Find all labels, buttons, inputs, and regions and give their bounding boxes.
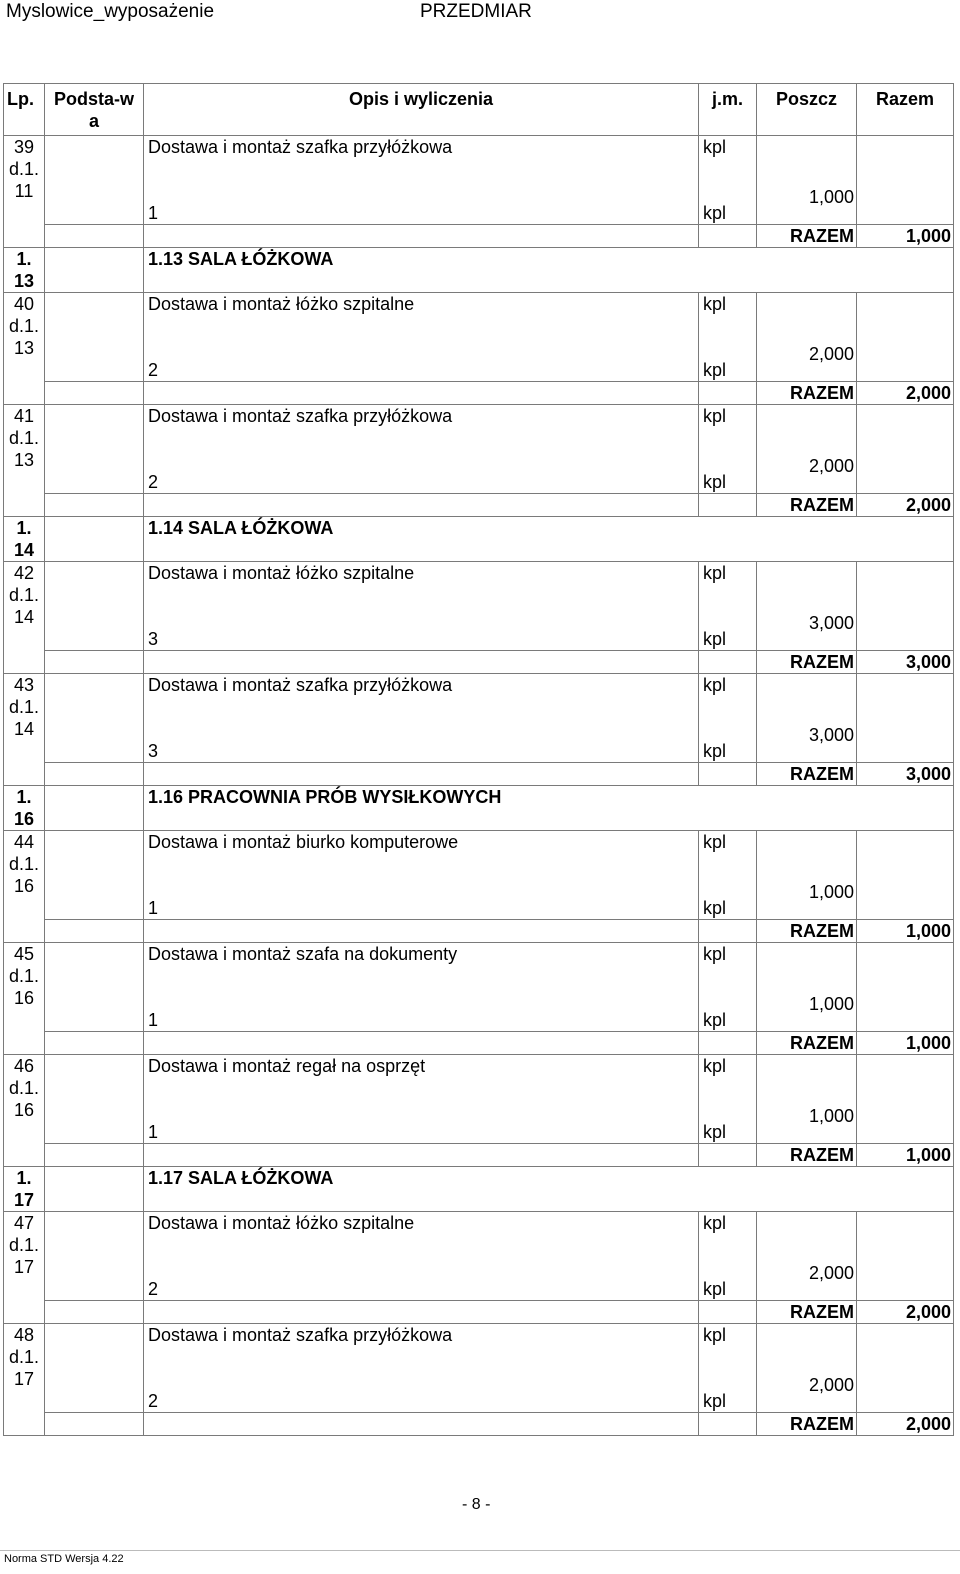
item-partial-value: 1,000 (757, 943, 857, 1032)
item-description-cell (144, 1055, 699, 1144)
item-description: Dostawa i montaż szafka przyłóżkowa (148, 1325, 453, 1345)
razem-value: 1,000 (857, 225, 954, 248)
przedmiar-table (3, 83, 954, 1436)
item-number (4, 1055, 45, 1167)
item-basis (45, 1055, 144, 1144)
section-title: 1.16 PRACOWNIA PRÓB WYSIŁKOWYCH (144, 786, 954, 831)
item-row (4, 1324, 954, 1413)
item-quantity-unit: kpl (703, 203, 727, 223)
razem-unit-cell (699, 382, 757, 405)
razem-row (4, 494, 954, 517)
item-number (4, 943, 45, 1055)
item-description-cell (144, 674, 699, 763)
razem-value: 2,000 (857, 494, 954, 517)
item-number-line: d.1. (8, 1235, 40, 1255)
section-title: 1.17 SALA ŁÓŻKOWA (144, 1167, 954, 1212)
item-row (4, 562, 954, 651)
section-number-line: 1. (16, 1168, 32, 1188)
item-unit: kpl (703, 1213, 727, 1233)
razem-value: 1,000 (857, 920, 954, 943)
item-quantity: 2 (148, 360, 159, 380)
item-row (4, 405, 954, 494)
section-title: 1.13 SALA ŁÓŻKOWA (144, 248, 954, 293)
item-quantity: 1 (148, 898, 159, 918)
item-total-cell (857, 943, 954, 1032)
item-number-line: d.1. (8, 585, 40, 605)
section-basis (45, 1167, 144, 1212)
item-unit-cell (699, 943, 757, 1032)
column-header-lp: Lp. (4, 84, 45, 136)
item-number (4, 1212, 45, 1324)
item-description-cell (144, 293, 699, 382)
item-quantity-unit: kpl (703, 360, 727, 380)
razem-unit-cell (699, 763, 757, 786)
razem-description-cell (144, 382, 699, 405)
item-number-line: d.1. (8, 966, 40, 986)
item-description-cell (144, 943, 699, 1032)
section-number (4, 1167, 45, 1212)
item-description: Dostawa i montaż szafka przyłóżkowa (148, 137, 453, 157)
razem-row (4, 1301, 954, 1324)
item-partial-value: 1,000 (757, 831, 857, 920)
razem-basis-cell (45, 1413, 144, 1436)
razem-basis-cell (45, 382, 144, 405)
section-number-line: 1. (16, 787, 32, 807)
item-number (4, 136, 45, 248)
razem-description-cell (144, 225, 699, 248)
razem-value: 1,000 (857, 1144, 954, 1167)
item-partial-value: 2,000 (757, 1324, 857, 1413)
item-partial-value: 2,000 (757, 405, 857, 494)
item-row (4, 1212, 954, 1301)
razem-value: 2,000 (857, 1413, 954, 1436)
item-number-line: d.1. (8, 1347, 40, 1367)
item-total-cell (857, 1324, 954, 1413)
razem-description-cell (144, 763, 699, 786)
item-number-line: 45 (13, 944, 35, 964)
razem-basis-cell (45, 1301, 144, 1324)
item-row (4, 1055, 954, 1144)
razem-basis-cell (45, 1144, 144, 1167)
item-quantity: 3 (148, 629, 159, 649)
item-number-line: d.1. (8, 854, 40, 874)
item-number-line: 17 (13, 1369, 35, 1389)
razem-unit-cell (699, 1144, 757, 1167)
item-number-line: 11 (14, 181, 34, 201)
section-basis (45, 248, 144, 293)
item-number (4, 674, 45, 786)
item-number-line: 46 (13, 1056, 35, 1076)
section-number-line: 13 (13, 271, 35, 291)
item-quantity: 3 (148, 741, 159, 761)
razem-basis-cell (45, 763, 144, 786)
item-description-cell (144, 136, 699, 225)
item-number-line: d.1. (8, 428, 40, 448)
razem-label: RAZEM (757, 1144, 857, 1167)
item-description-cell (144, 405, 699, 494)
razem-value: 1,000 (857, 1032, 954, 1055)
item-basis (45, 943, 144, 1032)
item-total-cell (857, 674, 954, 763)
razem-row (4, 1032, 954, 1055)
column-header-jm: j.m. (699, 84, 757, 136)
item-total-cell (857, 1212, 954, 1301)
item-description: Dostawa i montaż szafka przyłóżkowa (148, 675, 453, 695)
item-total-cell (857, 562, 954, 651)
razem-label: RAZEM (757, 1032, 857, 1055)
razem-label: RAZEM (757, 225, 857, 248)
item-quantity: 2 (148, 1391, 159, 1411)
razem-description-cell (144, 920, 699, 943)
item-unit: kpl (703, 137, 727, 157)
item-number-line: 47 (13, 1213, 35, 1233)
razem-row (4, 651, 954, 674)
razem-description-cell (144, 494, 699, 517)
razem-description-cell (144, 1144, 699, 1167)
razem-label: RAZEM (757, 651, 857, 674)
item-unit: kpl (703, 944, 727, 964)
document-type: PRZEDMIAR (420, 1, 532, 22)
razem-value: 3,000 (857, 651, 954, 674)
item-number (4, 293, 45, 405)
razem-unit-cell (699, 1413, 757, 1436)
razem-unit-cell (699, 651, 757, 674)
razem-description-cell (144, 1032, 699, 1055)
item-description: Dostawa i montaż łóżko szpitalne (148, 294, 415, 314)
section-title: 1.14 SALA ŁÓŻKOWA (144, 517, 954, 562)
item-description: Dostawa i montaż regał na osprzęt (148, 1056, 426, 1076)
item-basis (45, 1212, 144, 1301)
item-unit: kpl (703, 675, 727, 695)
column-header-poszcz: Poszcz (757, 84, 857, 136)
column-header-podstawa: Podsta-wa (45, 84, 144, 136)
item-description: Dostawa i montaż łóżko szpitalne (148, 1213, 415, 1233)
razem-description-cell (144, 1413, 699, 1436)
razem-unit-cell (699, 920, 757, 943)
item-quantity: 1 (148, 203, 159, 223)
item-description-cell (144, 831, 699, 920)
item-number-line: 13 (13, 450, 35, 470)
razem-label: RAZEM (757, 763, 857, 786)
item-basis (45, 136, 144, 225)
razem-label: RAZEM (757, 1301, 857, 1324)
section-number-line: 1. (16, 249, 32, 269)
item-number-line: 39 (13, 137, 35, 157)
item-description: Dostawa i montaż biurko komputerowe (148, 832, 459, 852)
item-row (4, 136, 954, 225)
document-title: Myslowice_wyposażenie (6, 1, 215, 22)
item-unit-cell (699, 136, 757, 225)
item-number-line: 16 (13, 1100, 35, 1120)
razem-unit-cell (699, 1301, 757, 1324)
item-unit-cell (699, 674, 757, 763)
column-header-opis: Opis i wyliczenia (144, 84, 699, 136)
item-total-cell (857, 405, 954, 494)
section-row (4, 517, 954, 562)
section-basis (45, 786, 144, 831)
page-number: - 8 - (462, 1496, 491, 1513)
item-row (4, 831, 954, 920)
item-row (4, 943, 954, 1032)
item-quantity: 1 (148, 1010, 159, 1030)
razem-row (4, 1144, 954, 1167)
item-number (4, 831, 45, 943)
item-number-line: 41 (13, 406, 35, 426)
section-row (4, 1167, 954, 1212)
razem-unit-cell (699, 225, 757, 248)
item-partial-value: 3,000 (757, 562, 857, 651)
item-unit-cell (699, 1055, 757, 1144)
item-number-line: d.1. (8, 1078, 40, 1098)
software-version: Norma STD Wersja 4.22 (4, 1553, 124, 1565)
item-unit-cell (699, 831, 757, 920)
razem-basis-cell (45, 494, 144, 517)
item-description: Dostawa i montaż łóżko szpitalne (148, 563, 415, 583)
razem-label: RAZEM (757, 382, 857, 405)
item-number (4, 1324, 45, 1436)
razem-basis-cell (45, 225, 144, 248)
razem-row (4, 225, 954, 248)
item-number-line: d.1. (8, 159, 40, 179)
razem-label: RAZEM (757, 494, 857, 517)
razem-label: RAZEM (757, 1413, 857, 1436)
item-number-line: 43 (13, 675, 35, 695)
item-quantity: 1 (148, 1122, 159, 1142)
razem-description-cell (144, 651, 699, 674)
section-number-line: 16 (13, 809, 35, 829)
item-partial-value: 2,000 (757, 1212, 857, 1301)
item-total-cell (857, 831, 954, 920)
item-unit: kpl (703, 1325, 727, 1345)
item-number-line: 14 (13, 607, 35, 627)
item-number-line: 17 (13, 1257, 35, 1277)
item-unit-cell (699, 562, 757, 651)
section-number (4, 786, 45, 831)
razem-basis-cell (45, 1032, 144, 1055)
item-partial-value: 1,000 (757, 136, 857, 225)
item-row (4, 293, 954, 382)
item-number-line: 16 (13, 876, 35, 896)
razem-unit-cell (699, 494, 757, 517)
razem-row (4, 382, 954, 405)
item-number-line: 14 (13, 719, 35, 739)
item-quantity-unit: kpl (703, 1122, 727, 1142)
item-basis (45, 405, 144, 494)
section-number (4, 248, 45, 293)
razem-description-cell (144, 1301, 699, 1324)
item-number-line: 16 (13, 988, 35, 1008)
item-number-line: 13 (13, 338, 35, 358)
item-quantity: 2 (148, 472, 159, 492)
item-partial-value: 2,000 (757, 293, 857, 382)
item-unit-cell (699, 405, 757, 494)
item-quantity-unit: kpl (703, 1391, 727, 1411)
item-number-line: 40 (13, 294, 35, 314)
item-unit-cell (699, 1212, 757, 1301)
razem-row (4, 920, 954, 943)
item-unit-cell (699, 293, 757, 382)
razem-row (4, 1413, 954, 1436)
section-basis (45, 517, 144, 562)
item-unit: kpl (703, 563, 727, 583)
item-description-cell (144, 562, 699, 651)
item-unit: kpl (703, 1056, 727, 1076)
razem-value: 3,000 (857, 763, 954, 786)
item-partial-value: 1,000 (757, 1055, 857, 1144)
item-quantity-unit: kpl (703, 629, 727, 649)
item-basis (45, 674, 144, 763)
razem-basis-cell (45, 920, 144, 943)
section-number-line: 17 (13, 1190, 35, 1210)
razem-basis-cell (45, 651, 144, 674)
item-basis (45, 831, 144, 920)
item-quantity-unit: kpl (703, 898, 727, 918)
item-number-line: 48 (13, 1325, 35, 1345)
item-number (4, 405, 45, 517)
item-basis (45, 1324, 144, 1413)
item-number-line: d.1. (8, 316, 40, 336)
footer-divider (0, 1550, 960, 1551)
item-unit-cell (699, 1324, 757, 1413)
item-basis (45, 293, 144, 382)
item-basis (45, 562, 144, 651)
razem-label: RAZEM (757, 920, 857, 943)
item-number-line: d.1. (8, 697, 40, 717)
item-unit: kpl (703, 832, 727, 852)
section-number-line: 1. (16, 518, 32, 538)
item-quantity-unit: kpl (703, 741, 727, 761)
item-number-line: 42 (13, 563, 35, 583)
item-description: Dostawa i montaż szafa na dokumenty (148, 944, 458, 964)
item-row (4, 674, 954, 763)
item-total-cell (857, 293, 954, 382)
razem-value: 2,000 (857, 1301, 954, 1324)
razem-unit-cell (699, 1032, 757, 1055)
item-unit: kpl (703, 294, 727, 314)
razem-row (4, 763, 954, 786)
section-number-line: 14 (13, 540, 35, 560)
section-row (4, 786, 954, 831)
razem-value: 2,000 (857, 382, 954, 405)
section-number (4, 517, 45, 562)
item-total-cell (857, 136, 954, 225)
item-description: Dostawa i montaż szafka przyłóżkowa (148, 406, 453, 426)
item-number-line: 44 (13, 832, 35, 852)
item-number (4, 562, 45, 674)
item-unit: kpl (703, 406, 727, 426)
table-header-row (4, 84, 954, 136)
column-header-razem: Razem (857, 84, 954, 136)
item-description-cell (144, 1212, 699, 1301)
item-description-cell (144, 1324, 699, 1413)
item-quantity: 2 (148, 1279, 159, 1299)
item-quantity-unit: kpl (703, 1010, 727, 1030)
item-partial-value: 3,000 (757, 674, 857, 763)
item-total-cell (857, 1055, 954, 1144)
item-quantity-unit: kpl (703, 1279, 727, 1299)
item-quantity-unit: kpl (703, 472, 727, 492)
section-row (4, 248, 954, 293)
